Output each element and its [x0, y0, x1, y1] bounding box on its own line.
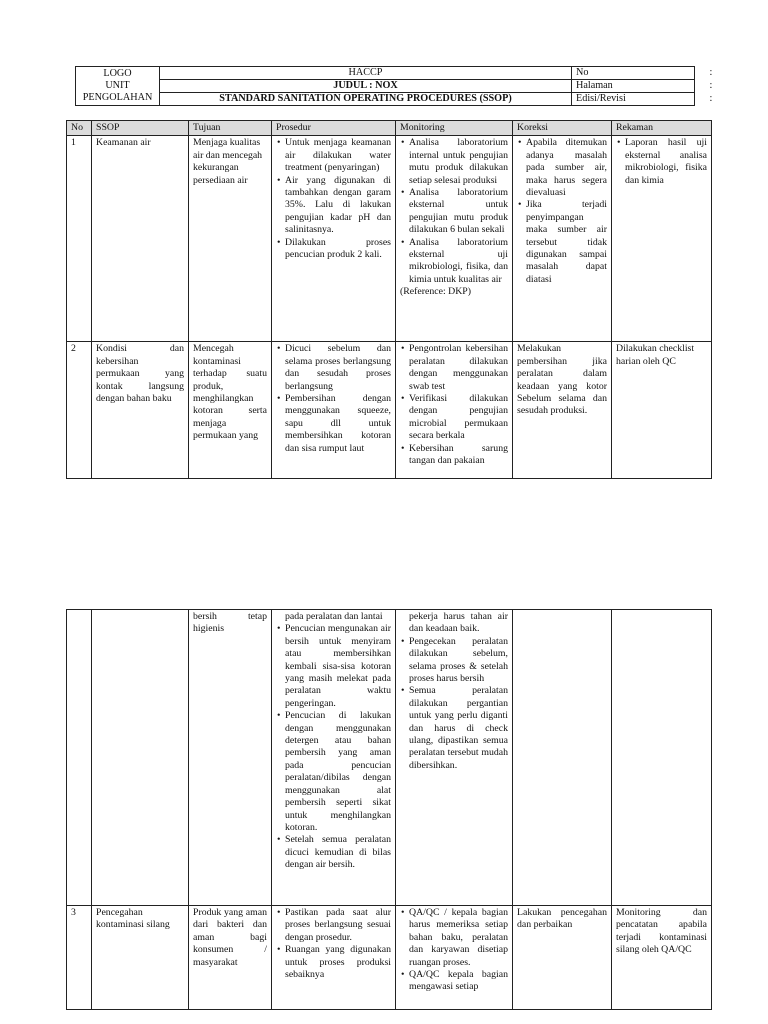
list-item: • Laporan hasil uji eksternal analisa mikrobiologi, fisika dan kimia — [625, 137, 707, 187]
list-item: • Pengecekan peralatan dilakukan sebelum, selama proses & setelah proses harus bersih — [409, 636, 508, 686]
row-rekaman: Monitoring dan pencatatan apabila terjadi kontaminasi silang oleh QA/QC — [612, 906, 712, 1010]
doc-judul: JUDUL : NOX — [160, 80, 572, 93]
list-item: • Analisa laboratorium eksternal uji mikrobiologi, fisika, dan kimia untuk kualitas air — [409, 237, 508, 287]
row-koreksi: Melakukan pembersihan jika peralatan dalam keadaan yang kotor Sebelum selama dan sesudah produksi. — [513, 342, 612, 479]
list-item: • Dicuci sebelum dan selama proses berlangsung dan sesudah proses berlangsung — [285, 343, 391, 393]
row-tujuan: Mencegah kontaminasi terhadap suatu produk, menghilangkan kotoran serta menjaga permukaan yang — [189, 342, 272, 479]
list-item: • Semua peralatan dilakukan pergantian untuk yang perlu diganti dan harus di check ulang, dipastikan semua peralatan tersebut mudah dibersihkan. — [409, 685, 508, 772]
row-ssop: Pencegahan kontaminasi silang — [92, 906, 189, 1010]
row-ssop: Keamanan air — [92, 136, 189, 342]
logo-unit-cell — [76, 67, 160, 106]
row-tujuan: bersih tetap higienis — [189, 610, 272, 906]
row-prosedur — [272, 610, 396, 906]
row-koreksi — [513, 610, 612, 906]
row-tujuan: Menjaga kualitas air dan mencegah kekurangan persediaan air — [189, 136, 272, 342]
col-header-tujuan: Tujuan — [189, 121, 272, 136]
table-row — [67, 610, 712, 906]
row-monitoring — [396, 610, 513, 906]
row-monitoring — [396, 342, 513, 479]
row-monitoring — [396, 906, 513, 1010]
reference-note: (Reference: DKP) — [400, 286, 471, 298]
col-header-prosedur: Prosedur — [272, 121, 396, 136]
table-row — [67, 342, 712, 479]
row-no — [67, 610, 92, 906]
ssop-table-continued — [66, 609, 712, 1010]
doc-subtitle: STANDARD SANITATION OPERATING PROCEDURES (SSOP) — [160, 93, 572, 106]
row-ssop: Kondisi dan kebersihan permukaan yang kontak langsung dengan bahan baku — [92, 342, 189, 479]
list-item: • QA/QC / kepala bagian harus memeriksa setiap bahan baku, peralatan dan karyawan disetiap ruangan proses. — [409, 907, 508, 969]
meta-edisi: Edisi/Revisi : — [572, 93, 695, 106]
row-prosedur — [272, 906, 396, 1010]
ssop-table — [66, 120, 712, 479]
list-item: • Pengontrolan kebersihan peralatan dilakukan dengan menggunakan swab test — [409, 343, 508, 393]
meta-halaman: Halaman : — [572, 80, 695, 93]
col-header-ssop: SSOP — [92, 121, 189, 136]
row-prosedur — [272, 136, 396, 342]
doc-system-title: HACCP — [160, 67, 572, 80]
list-item: • Dilakukan proses pencucian produk 2 kali. — [285, 237, 391, 262]
table-row — [67, 906, 712, 1010]
list-item: • Untuk menjaga keamanan air dilakukan water treatment (penyaringan) — [285, 137, 391, 174]
list-item: • Setelah semua peralatan dicuci kemudian di bilas dengan air bersih. — [285, 834, 391, 871]
prosedur-continued: pada peralatan dan lantai — [285, 611, 383, 622]
monitoring-continued: pekerja harus tahan air dan keadaan baik. — [409, 611, 508, 635]
row-prosedur — [272, 342, 396, 479]
logo-line: UNIT — [105, 80, 130, 91]
document-header — [75, 66, 713, 106]
row-koreksi — [513, 136, 612, 342]
logo-line: LOGO — [103, 68, 132, 79]
row-rekaman: Dilakukan checklist harian oleh QC — [612, 342, 712, 479]
logo-line: PENGOLAHAN — [82, 92, 153, 103]
list-item: • Pencucian di lakukan dengan menggunakan detergen atau bahan pembersih yang aman pada pencucian peralatan/dibilas dengan menggunakan alat pembersih seperti sikat untuk menghilangkan kotoran. — [285, 710, 391, 834]
col-header-monitoring: Monitoring — [396, 121, 513, 136]
list-item: • Pastikan pada saat alur proses berlangsung sesuai dengan prosedur. — [285, 907, 391, 944]
list-item: • QA/QC kepala bagian mengawasi setiap — [409, 969, 508, 994]
col-header-rekaman: Rekaman — [612, 121, 712, 136]
row-no: 3 — [67, 906, 92, 1010]
col-header-no: No — [67, 121, 92, 136]
row-koreksi: Lakukan pencegahan dan perbaikan — [513, 906, 612, 1010]
row-monitoring — [396, 136, 513, 342]
list-item: • Ruangan yang digunakan untuk proses produksi sebaiknya — [285, 944, 391, 981]
row-no: 2 — [67, 342, 92, 479]
row-tujuan: Produk yang aman dari bakteri dan aman bagi konsumen / masyarakat — [189, 906, 272, 1010]
row-ssop — [92, 610, 189, 906]
list-item: • Analisa laboratorium eksternal untuk pengujian mutu produk dilakukan 6 bulan sekali — [409, 187, 508, 237]
table-row — [67, 136, 712, 342]
list-item: • Verifikasi dilakukan dengan pengujian microbial permukaan secara berkala — [409, 393, 508, 443]
list-item: • Air yang digunakan di tambahkan dengan garam 35%. Lalu di lakukan pengujian kadar pH dan salinitasnya. — [285, 175, 391, 237]
list-item: • Pencucian mengunakan air bersih untuk menyiram atau membersihkan kembali sisa-sisa kotoran yang masih melekat pada peralatan waktu pengeringan. — [285, 623, 391, 710]
row-no: 1 — [67, 136, 92, 342]
list-item: • Kebersihan sarung tangan dan pakaian — [409, 443, 508, 468]
list-item: • Analisa laboratorium internal untuk pengujian mutu produk dilakukan setiap selesai produksi — [409, 137, 508, 187]
list-item: • Jika terjadi penyimpangan maka sumber air tersebut tidak digunakan sampai masalah dapat diatasi — [526, 199, 607, 286]
row-rekaman — [612, 610, 712, 906]
meta-no: No : — [572, 67, 695, 80]
row-rekaman — [612, 136, 712, 342]
list-item: • Pembersihan dengan menggunakan squeeze, sapu dll untuk membersihkan kotoran dan sisa rumput laut — [285, 393, 391, 455]
col-header-koreksi: Koreksi — [513, 121, 612, 136]
list-item: • Apabila ditemukan adanya masalah pada sumber air, maka harus segera dievaluasi — [526, 137, 607, 199]
